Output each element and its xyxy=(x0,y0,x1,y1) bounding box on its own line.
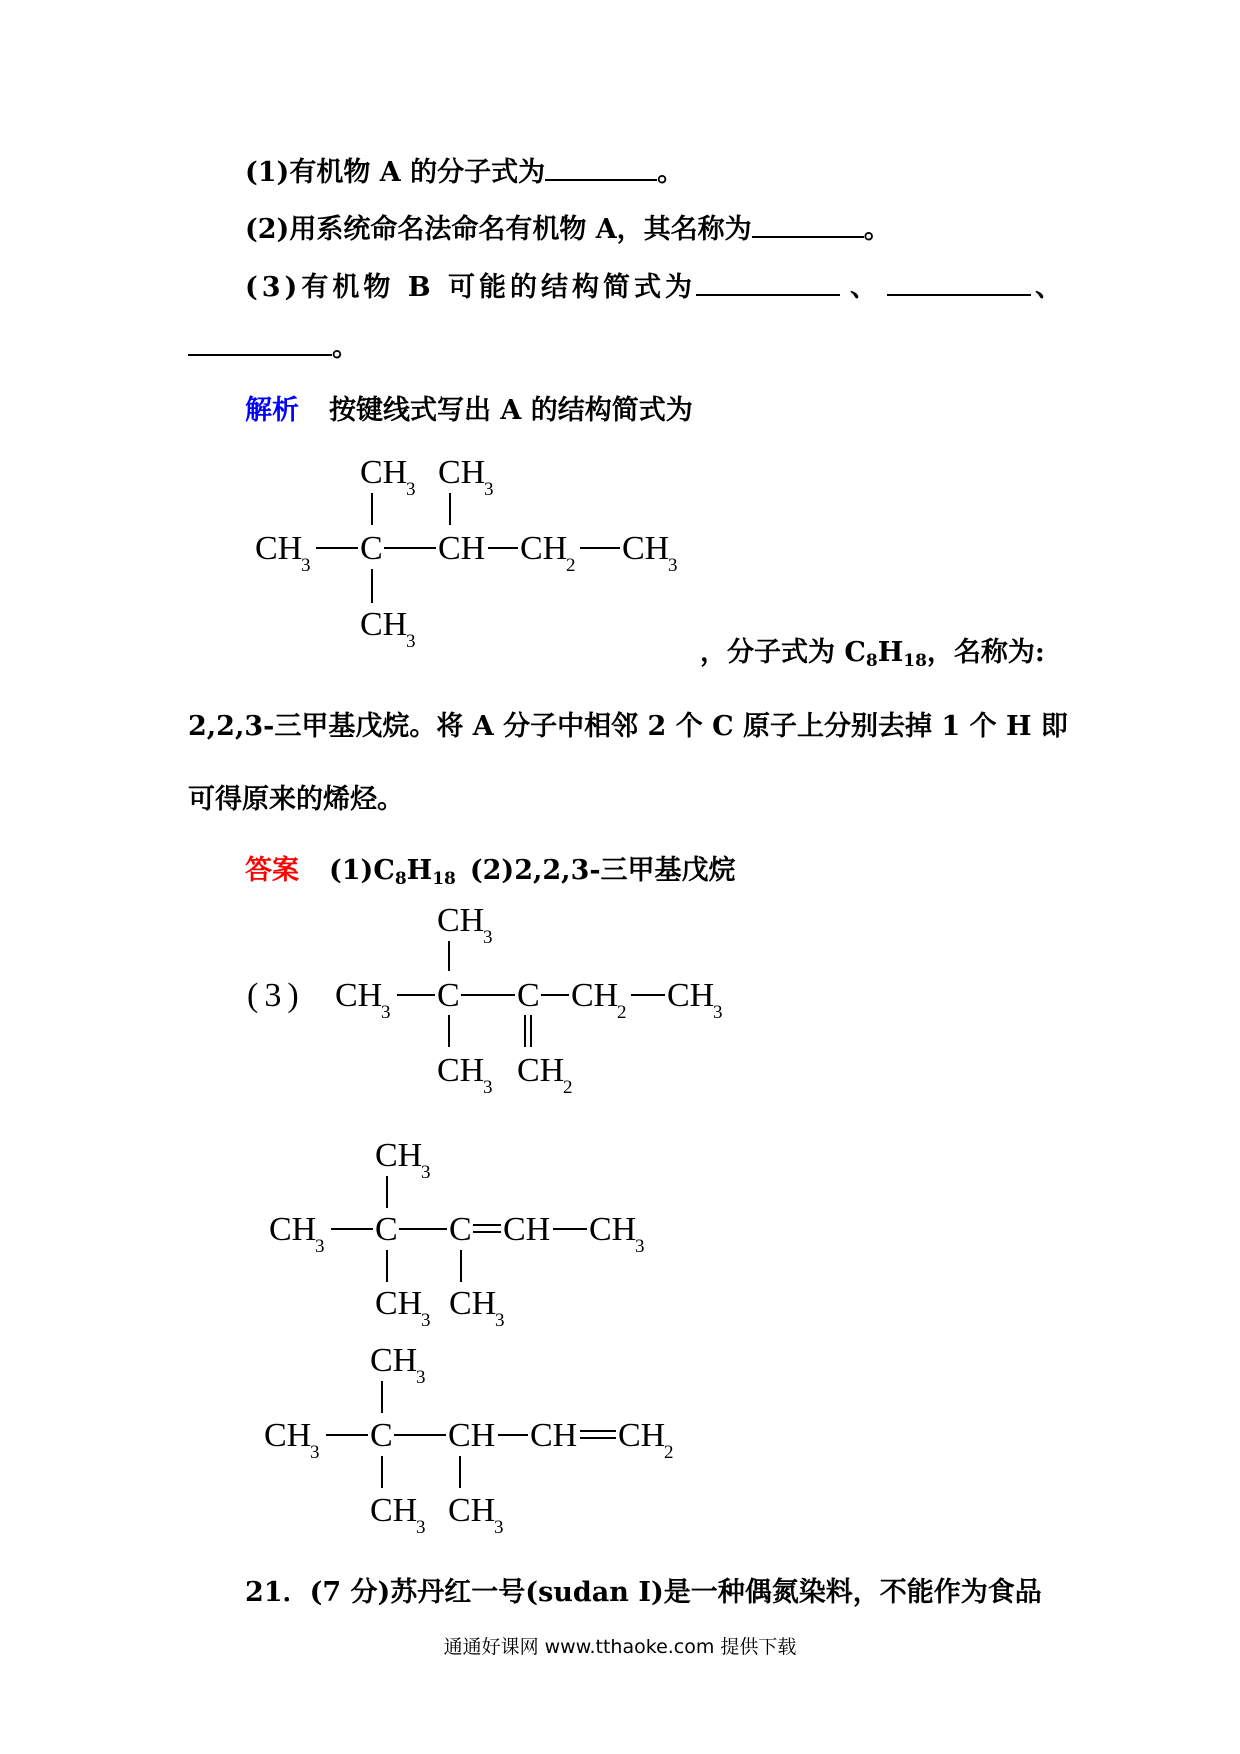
chem-text: CH xyxy=(618,1417,666,1454)
page-footer: 通通好课网 www.tthaoke.com 提供下载 xyxy=(443,1636,797,1658)
chem-text: CH xyxy=(448,1417,496,1454)
chem-subscript: 3 xyxy=(484,479,494,500)
formula-subscript: 8 xyxy=(865,651,878,671)
chem-subscript: 3 xyxy=(406,479,416,500)
analysis-text-3: 2,2,3-三甲基戊烷。将 A 分子中相邻 2 个 C 原子上分别去掉 1 个 H 即 xyxy=(188,711,1068,742)
chem-subscript: 3 xyxy=(416,1517,426,1538)
formula-subscript: 8 xyxy=(394,869,407,889)
question-2-text: (2)用系统命名法命名有机物 A，其名称为 xyxy=(245,214,752,245)
chem-text: CH xyxy=(269,1211,317,1248)
answer-blank xyxy=(887,272,1031,296)
chem-text: CH xyxy=(255,530,303,567)
chem-subscript: 3 xyxy=(483,927,493,948)
chem-text: CH xyxy=(437,1052,485,1089)
chem-text: CH xyxy=(438,530,486,567)
chem-text: CH xyxy=(360,606,408,643)
question-3 xyxy=(245,265,1062,304)
chem-subscript: 3 xyxy=(421,1162,431,1183)
structure-b1 xyxy=(245,895,785,1105)
question-3-continued xyxy=(188,325,359,364)
chem-text: CH xyxy=(517,1052,565,1089)
chem-subscript: 3 xyxy=(315,1236,325,1257)
question-1 xyxy=(245,150,684,189)
chem-text: CH xyxy=(622,530,670,567)
chem-subscript: 3 xyxy=(301,555,311,576)
answer-blank xyxy=(696,272,840,296)
chem-text: CH xyxy=(520,530,568,567)
analysis-line-4 xyxy=(188,777,404,816)
answer-part-2: (2)2,2,3-三甲基戊烷 xyxy=(469,855,736,886)
answer-line xyxy=(245,848,736,889)
question-2 xyxy=(245,207,891,246)
chem-text: CH xyxy=(571,977,619,1014)
chem-subscript: 2 xyxy=(566,555,576,576)
chem-text: CH xyxy=(503,1211,551,1248)
chem-subscript: 3 xyxy=(381,1002,391,1023)
chem-subscript: 3 xyxy=(668,555,678,576)
answer-part-3-label: (3) xyxy=(247,977,305,1014)
chem-text: CH xyxy=(375,1285,423,1322)
question-3-text: (3)有机物 B 可能的结构简式为 xyxy=(245,272,696,303)
analysis-text-2-end: ，名称为: xyxy=(926,637,1045,668)
chem-subscript: 2 xyxy=(563,1077,573,1098)
separator: 、 xyxy=(1034,272,1062,303)
chem-text: C xyxy=(360,530,383,567)
question-21-text: 21．(7 分)苏丹红一号(sudan Ⅰ)是一种偶氮染料，不能作为食品 xyxy=(245,1577,1042,1608)
question-2-end: 。 xyxy=(863,214,891,245)
analysis-label: 解析 xyxy=(245,395,299,426)
question-1-end: 。 xyxy=(657,157,685,188)
answer-blank xyxy=(752,214,864,238)
chem-text: CH xyxy=(370,1492,418,1529)
chem-subscript: 3 xyxy=(494,1517,504,1538)
structure-a xyxy=(250,445,730,655)
chem-text: C xyxy=(437,977,460,1014)
chem-text: CH xyxy=(370,1342,418,1379)
chem-subscript: 3 xyxy=(713,1002,723,1023)
formula-subscript: 18 xyxy=(903,651,927,671)
answer-part-1-h: H xyxy=(406,855,433,886)
chem-text: CH xyxy=(667,977,715,1014)
answer-blank xyxy=(188,332,332,356)
chem-text: CH xyxy=(530,1417,578,1454)
chem-text: CH xyxy=(264,1417,312,1454)
structure-b2 xyxy=(265,1130,745,1340)
chem-subscript: 3 xyxy=(310,1442,320,1463)
chem-text: CH xyxy=(375,1137,423,1174)
chem-text: CH xyxy=(437,902,485,939)
chem-text: CH xyxy=(448,1492,496,1529)
answer-part-1: (1)C xyxy=(329,855,395,886)
analysis-text-2-h: H xyxy=(877,637,904,668)
chem-text: C xyxy=(375,1211,398,1248)
analysis-text-1: 按键线式写出 A 的结构简式为 xyxy=(329,395,693,426)
chem-subscript: 3 xyxy=(483,1077,493,1098)
chem-text: C xyxy=(370,1417,393,1454)
analysis-line-3 xyxy=(188,704,1068,743)
question-3-end: 。 xyxy=(332,332,359,363)
chem-text: C xyxy=(517,977,540,1014)
chem-subscript: 3 xyxy=(406,631,416,652)
answer-blank xyxy=(545,157,657,181)
chem-subscript: 3 xyxy=(635,1236,645,1257)
separator: 、 xyxy=(849,272,877,303)
chem-text: CH xyxy=(589,1211,637,1248)
answer-label: 答案 xyxy=(245,855,299,886)
structure-b3 xyxy=(260,1335,740,1545)
chem-text: C xyxy=(449,1211,472,1248)
analysis-line-1 xyxy=(245,388,693,427)
analysis-text-4: 可得原来的烯烃。 xyxy=(188,784,404,815)
analysis-text-2: ，分子式为 C xyxy=(700,637,866,668)
chem-text: CH xyxy=(360,454,408,491)
chem-subscript: 3 xyxy=(495,1310,505,1331)
chem-text: CH xyxy=(438,454,486,491)
question-1-text: (1)有机物 A 的分子式为 xyxy=(245,157,546,188)
formula-subscript: 18 xyxy=(432,869,456,889)
chem-subscript: 3 xyxy=(416,1367,426,1388)
chem-subscript: 2 xyxy=(617,1002,627,1023)
analysis-line-2 xyxy=(700,630,1045,671)
chem-text: CH xyxy=(449,1285,497,1322)
chem-subscript: 2 xyxy=(664,1442,674,1463)
question-21 xyxy=(245,1570,1042,1609)
chem-text: CH xyxy=(335,977,383,1014)
chem-subscript: 3 xyxy=(421,1310,431,1331)
